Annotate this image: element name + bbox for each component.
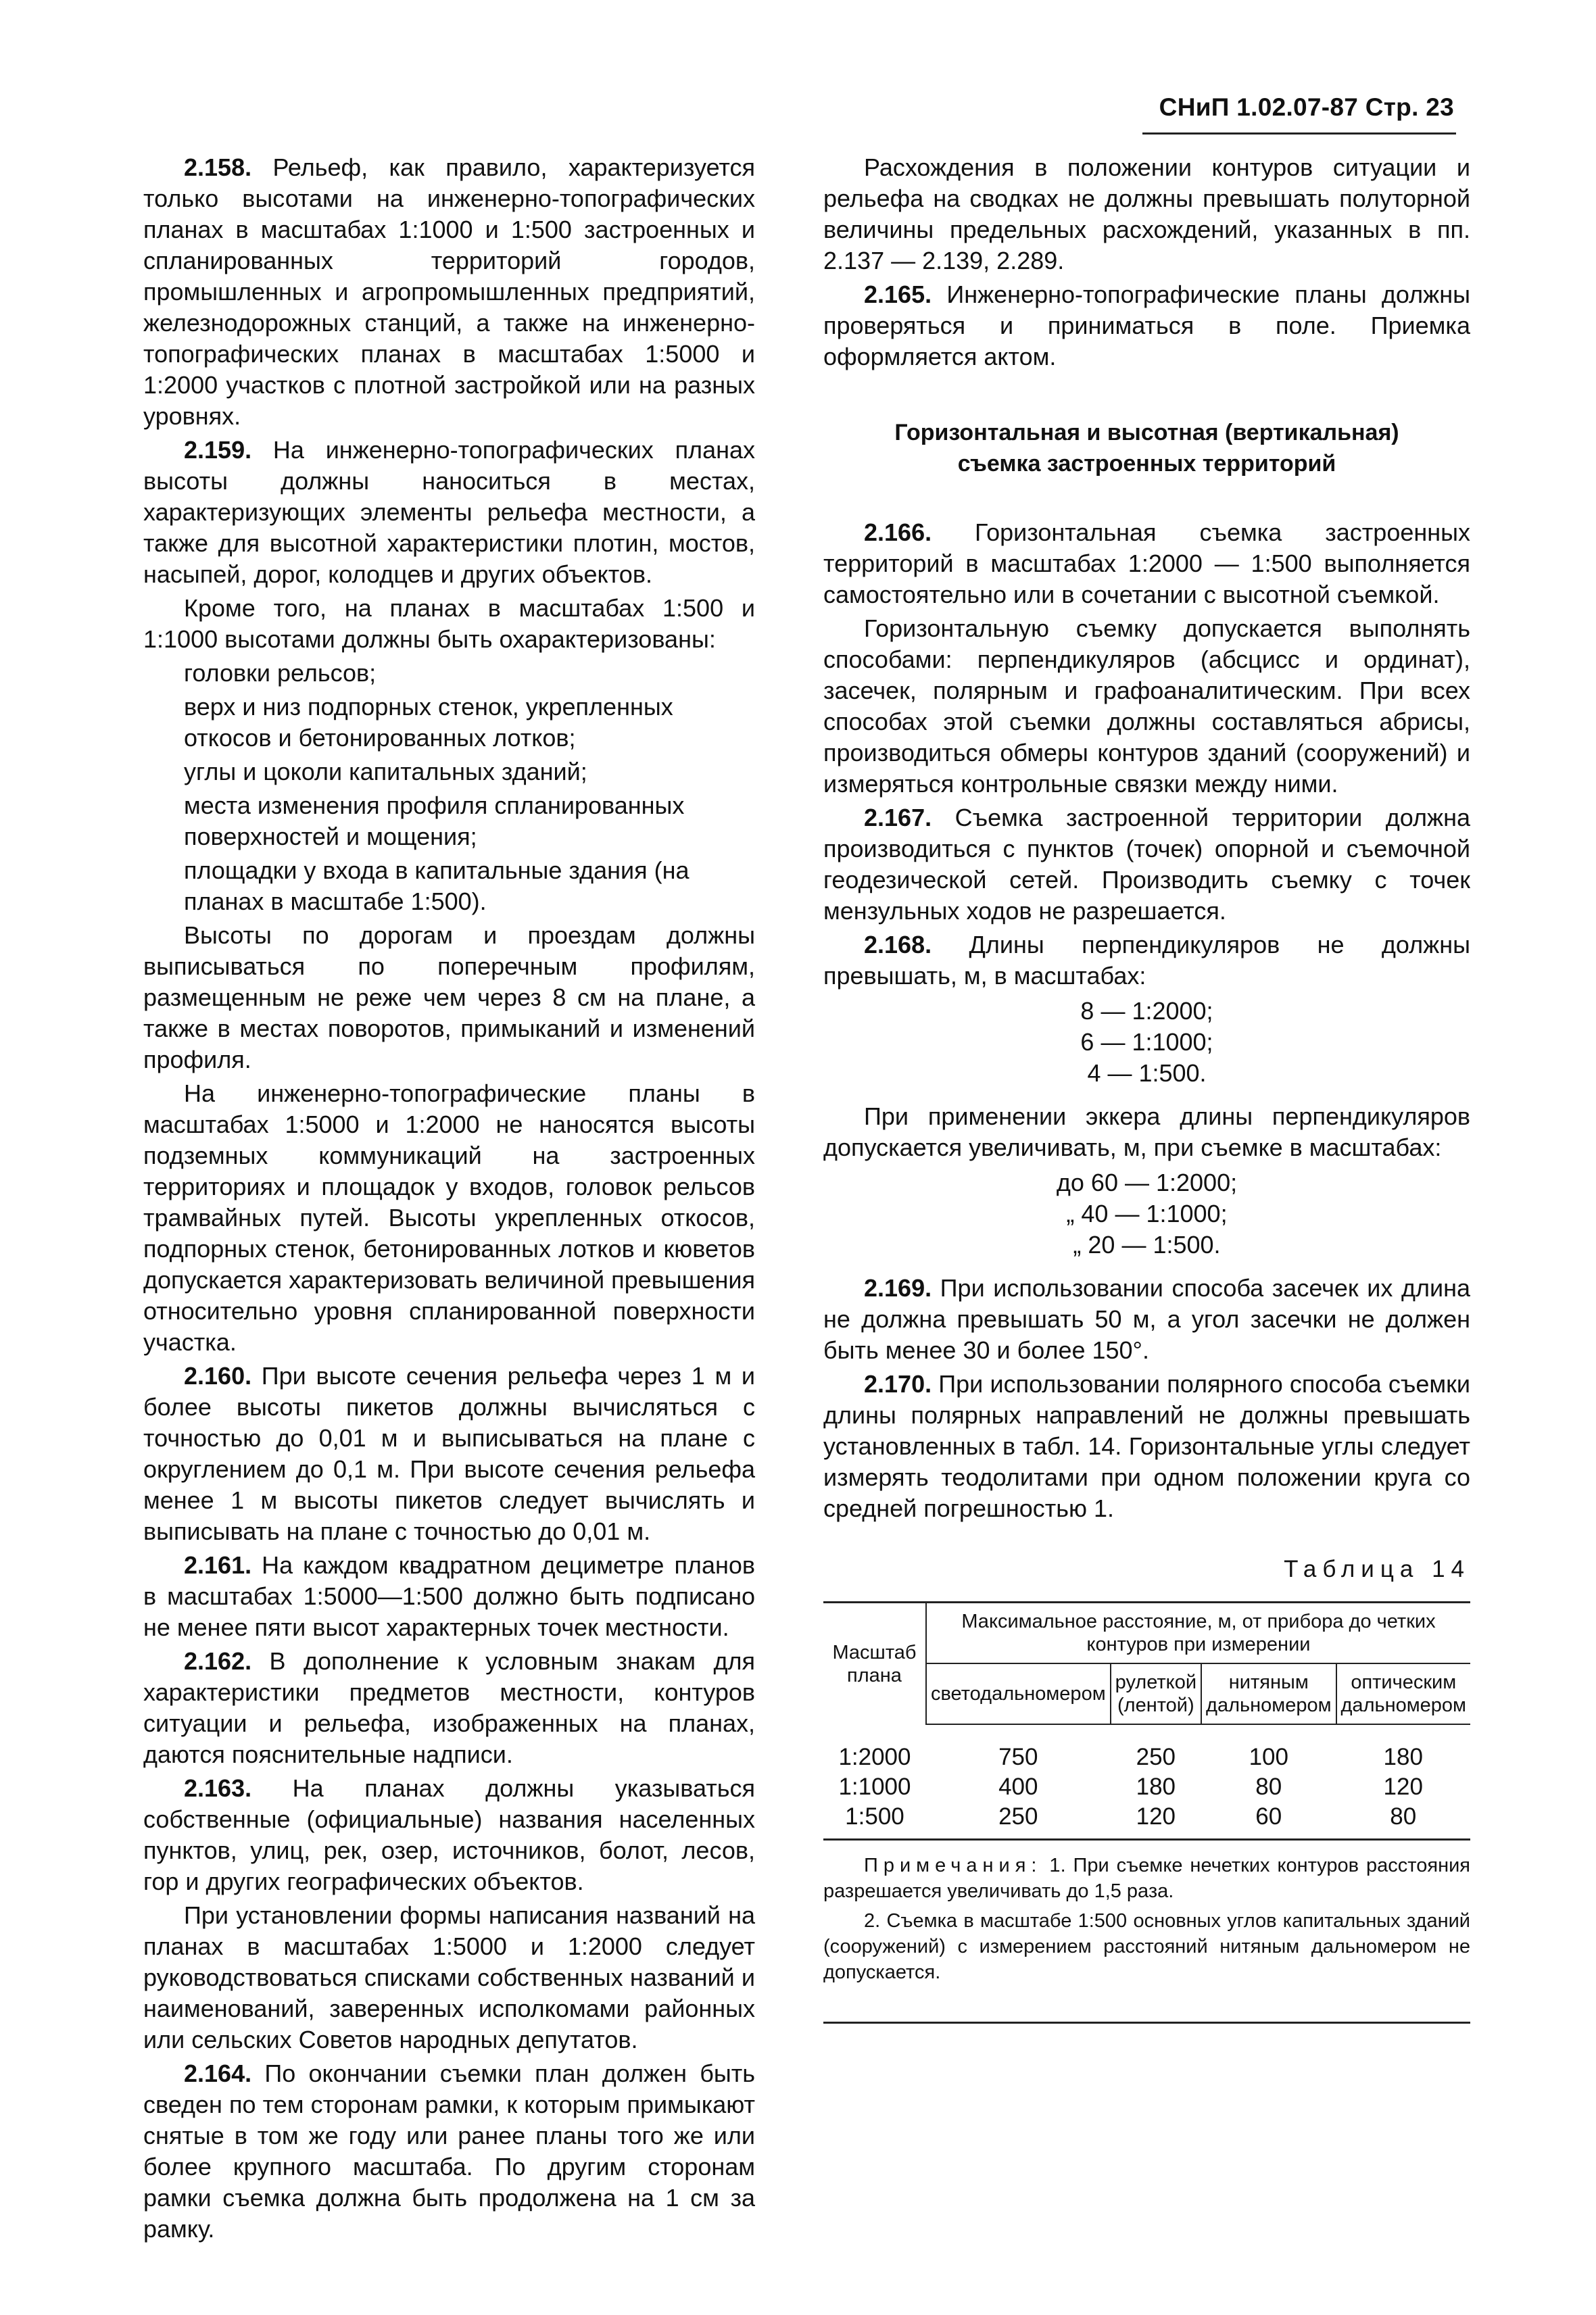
table-cell: 60 (1201, 1802, 1336, 1840)
list-item: площадки у входа в капитальные здания (на планах в масштабе 1:500). (184, 856, 690, 915)
list-item: верх и низ подпорных стенок, укрепленных откосов и бетонированных лотков; (184, 693, 673, 752)
section-heading-line1: Горизонтальная и высотная (вертикальная) (894, 420, 1399, 445)
formula-line: 8 — 1:2000; (1080, 997, 1213, 1025)
paragraph-number: 2.162. (184, 1647, 252, 1675)
table-cell: 120 (1111, 1802, 1201, 1840)
paragraph-text: При использовании способа засечек их длина не должна превышать 50 м, а угол засечки не должен быть менее 30 и более 150°. (823, 1274, 1470, 1364)
paragraph-text: Кроме того, на планах в масштабах 1:500 и 1:1000 высотами должны быть охарактеризованы: (143, 594, 755, 653)
paragraph-text: Съемка застроенной территории должна производиться с пунктов (точек) опорной и съемочной геодезической сетей. Производить съемку с точек мензульных ходов не разрешается. (823, 804, 1470, 925)
paragraph-number: 2.160. (184, 1362, 252, 1390)
paragraph-text: Горизонтальную съемку допускается выполнять способами: перпендикуляров (абсцисс и ординат), засечек, полярным и графоаналитическим. При всех способах этой съемки должны составляться абрисы, производиться обмеры контуров зданий (сооружений) и измеряться контрольные связки между ними. (823, 614, 1470, 798)
table-notes (823, 1853, 1470, 1985)
paragraph-text: На инженерно-топографических планах высоты должны наноситься в местах, характеризующих элементы рельефа местности, а также для высотной характеристики плотин, мостов, насыпей, дорог, колодцев и других объектов. (143, 436, 755, 588)
formula-line: „ 20 — 1:500. (1073, 1231, 1221, 1259)
table-cell: 180 (1136, 1774, 1176, 1800)
paragraph (823, 152, 1470, 276)
paragraph-text: На планах должны указываться собственные (официальные) названия населенных пунктов, улиц, рек, озер, источников, болот, лесов, гор и других географических объектов. (143, 1774, 755, 1895)
table-header-col: нитяным дальномером (1201, 1663, 1336, 1724)
paragraph-text: В дополнение к условным знакам для характеристики предметов местности, контуров ситуации и рельефа, изображенных на планах, даются пояснительные надписи. (143, 1647, 755, 1768)
table-cell: 180 (1383, 1744, 1423, 1770)
perpendicular-lengths (823, 996, 1470, 1089)
table-cell: 120 (1383, 1774, 1423, 1800)
numbered-paragraph (823, 1369, 1470, 1524)
paragraph-text: Рельеф, как правило, характеризуется только высотами на инженерно-топографических планах в масштабах 1:1000 и 1:500 застроенных и спланированных территорий городов, промышленных и агропромышленных предприятий, железнодорожных станций, а также на инженерно-топографических планах в масштабах 1:5000 и 1:2000 участков с плотной застройкой или на разных уровнях. (143, 153, 755, 430)
paragraph-text: Высоты по дорогам и проездам должны выписываться по поперечным профилям, размещенным не реже чем через 8 см на плане, а также в местах поворотов, примыканий и изменений профиля. (143, 921, 755, 1073)
table-row (823, 1724, 1470, 1772)
section-heading (823, 417, 1470, 479)
paragraph-text: На каждом квадратном дециметре планов в масштабах 1:5000—1:500 должно быть подписано не менее пяти высот характерных точек местности. (143, 1551, 755, 1641)
list-item: места изменения профиля спланированных поверхностей и мощения; (184, 791, 685, 850)
numbered-paragraph (823, 802, 1470, 927)
paragraph-number: 2.165. (864, 281, 932, 308)
list-item: углы и цоколи капитальных зданий; (184, 758, 587, 785)
table-cell: 400 (998, 1774, 1038, 1800)
table-cell: 100 (1249, 1744, 1288, 1770)
table-header-col: рулеткой (лентой) (1111, 1663, 1201, 1724)
table-caption: Таблица 14 (1284, 1556, 1470, 1582)
table-cell: 1:1000 (838, 1774, 911, 1800)
formula-line: 4 — 1:500. (1087, 1059, 1207, 1087)
table-cell: 750 (998, 1744, 1038, 1770)
note-1 (823, 1853, 1470, 1904)
numbered-paragraph (823, 279, 1470, 372)
numbered-paragraph (823, 517, 1470, 610)
note-1-text: 1. При съемке нечетких контуров расстояния разрешается увеличивать до 1,5 раза. (823, 1855, 1470, 1902)
table-cell: 1:2000 (838, 1743, 911, 1770)
right-mid-paragraphs (823, 517, 1470, 992)
paragraph (143, 920, 755, 1075)
paragraph-number: 2.158. (184, 153, 252, 181)
table-cell: 80 (1255, 1774, 1282, 1800)
paragraph-number: 2.169. (864, 1274, 932, 1302)
numbered-paragraph (143, 1361, 755, 1547)
notes-label: Примечания: (864, 1855, 1042, 1876)
paragraph (143, 1900, 755, 2055)
table-cell: 250 (1136, 1744, 1176, 1770)
table-header-col: светодальномером (926, 1663, 1111, 1724)
formula-line: 6 — 1:1000; (1080, 1028, 1213, 1056)
paragraph-text: По окончании съемки план должен быть сведен по тем сторонам рамки, к которым примыкают снятые в том же году или ранее планы того же или более крупного масштаба. По другим сторонам рамки съемка должна быть продолжена на 1 см за рамку. (143, 2060, 755, 2243)
bottom-rule (823, 2022, 1470, 2024)
paragraph-number: 2.163. (184, 1774, 252, 1802)
ekker-lengths (823, 1167, 1470, 1261)
paragraph-ekker: При применении эккера длины перпендикуляров допускается увеличивать, м, при съемке в масштабах: (823, 1102, 1470, 1161)
table-header-max-distance: Максимальное расстояние, м, от прибора до четких контуров при измерении (926, 1603, 1470, 1664)
paragraph-text: При использовании полярного способа съемки длины полярных направлений не должны превышать установленных в табл. 14. Горизонтальные углы следует измерять теодолитами при одном положении круга со средней погрешностью 1. (823, 1370, 1470, 1522)
table-row (823, 1802, 1470, 1840)
table-header-scale: Масштаб плана (823, 1603, 926, 1725)
paragraph-number: 2.159. (184, 436, 252, 464)
paragraph-number: 2.166. (864, 518, 932, 546)
paragraph-number: 2.168. (864, 931, 932, 958)
numbered-paragraph (823, 929, 1470, 992)
table-cell: 1:500 (823, 1802, 926, 1840)
numbered-paragraph (143, 152, 755, 432)
paragraph-text: Расхождения в положении контуров ситуации и рельефа на сводках не должны превышать полуторной величины предельных расхождений, указанных в пп. 2.137 — 2.139, 2.289. (823, 153, 1470, 274)
numbered-paragraph (143, 2058, 755, 2245)
numbered-paragraph (143, 1646, 755, 1770)
formula-line: до 60 — 1:2000; (1056, 1169, 1238, 1196)
paragraph-text: На инженерно-топографические планы в масштабах 1:5000 и 1:2000 не наносятся высоты подземных коммуникаций на застроенных территориях и площадок у входов, головок рельсов трамвайных путей. Высоты укрепленных откосов, подпорных стенок, бетонированных лотков и кюветов допускается характеризовать величиной превышения относительно уровня спланированной поверхности участка. (143, 1079, 755, 1356)
right-top-paragraphs (823, 152, 1470, 372)
numbered-paragraph (823, 1273, 1470, 1366)
numbered-paragraph (143, 435, 755, 590)
paragraph-text: При установлении формы написания названий на планах в масштабах 1:5000 и 1:2000 следует руководствоваться списками собственных названий и наименований, заверенных исполкомами районных или сельских Советов народных депутатов. (143, 1901, 755, 2053)
paragraph (823, 613, 1470, 800)
paragraph-text: При высоте сечения рельефа через 1 м и более высоты пикетов должны вычисляться с точностью до 0,01 м и выписываться на плане с округлением до 0,1 м. При высоте сечения рельефа менее 1 м высоты пикетов следует вычислять и выписывать на плане с точностью до 0,01 м. (143, 1362, 755, 1545)
right-bottom-paragraphs (823, 1273, 1470, 1524)
section-heading-line2: съемка застроенных территорий (957, 451, 1336, 477)
paragraph-number: 2.170. (864, 1370, 932, 1398)
note-2: 2. Съемка в масштабе 1:500 основных углов капитальных зданий (сооружений) с измерением расстояний нитяным дальномером не допускается. (823, 1910, 1470, 1983)
numbered-paragraph (143, 1773, 755, 1897)
paragraph-text: Инженерно-топографические планы должны проверяться и приниматься в поле. Приемка оформляется актом. (823, 281, 1470, 370)
numbered-paragraph (143, 1550, 755, 1643)
table-cell: 250 (926, 1802, 1111, 1840)
table-cell: 80 (1336, 1802, 1470, 1840)
table-14 (823, 1601, 1470, 1841)
paragraph-text: Горизонтальная съемка застроенных территорий в масштабах 1:2000 — 1:500 выполняется самостоятельно или в сочетании с высотной съемкой. (823, 518, 1470, 608)
paragraph (143, 593, 755, 655)
list-item: головки рельсов; (184, 659, 377, 687)
table-header-col: оптическим дальномером (1336, 1663, 1470, 1724)
paragraph (143, 1078, 755, 1358)
paragraph-text: Длины перпендикуляров не должны превышать, м, в масштабах: (823, 931, 1470, 990)
right-column (823, 152, 1470, 2024)
left-column (143, 152, 755, 2245)
formula-line: „ 40 — 1:1000; (1066, 1200, 1228, 1227)
paragraph-number: 2.164. (184, 2060, 252, 2087)
header-rule (1142, 132, 1456, 135)
paragraph-number: 2.161. (184, 1551, 252, 1579)
paragraph-number: 2.167. (864, 804, 932, 831)
page-header: СНиП 1.02.07-87 Стр. 23 (1159, 93, 1454, 121)
table-row (823, 1772, 1470, 1802)
